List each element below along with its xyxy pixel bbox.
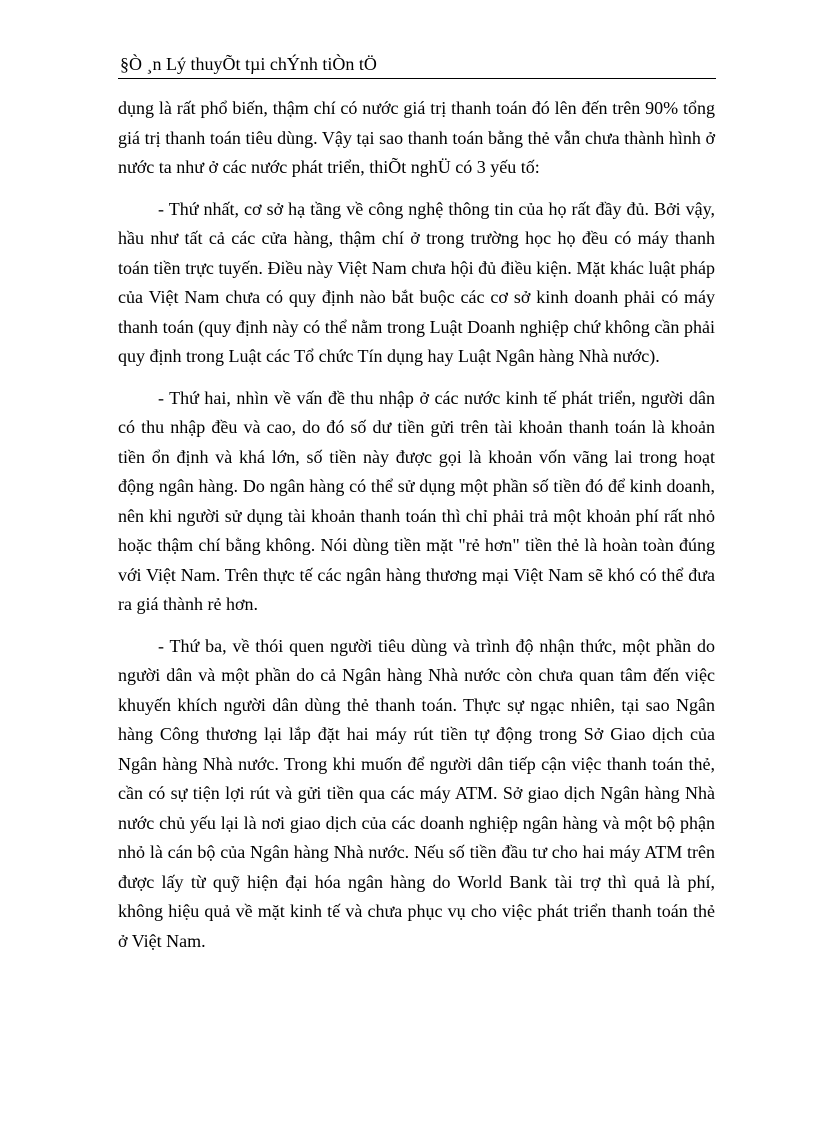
page-header xyxy=(118,50,716,79)
page-header-title: §Ò ¸n Lý thuyÕt tµi chÝnh tiÒn tÖ xyxy=(120,54,377,74)
paragraph-first-factor: - Thứ nhất, cơ sở hạ tầng về công nghệ thông tin của họ rất đầy đủ. Bởi vậy, hầu như tất cả các cửa hàng, thậm chí ở trong trường học họ đều có máy thanh toán tiền trực tuyến. Điều này Việt Nam chưa hội đủ điều kiện. Mặt khác luật pháp của Việt Nam chưa có quy định nào bắt buộc các cơ sở kinh doanh phải có máy thanh toán (quy định này có thể nằm trong Luật Doanh nghiệp chứ không cần phải quy định trong Luật các Tổ chức Tín dụng hay Luật Ngân hàng Nhà nước). xyxy=(118,198,715,366)
document-body xyxy=(118,94,715,968)
paragraph-second-factor: - Thứ hai, nhìn về vấn đề thu nhập ở các nước kinh tế phát triển, người dân có thu nhập đều và cao, do đó số dư tiền gửi trên tài khoản thanh toán là khoản tiền ổn định và khá lớn, số tiền này được gọi là khoản vốn vãng lai trong hoạt động ngân hàng. Do ngân hàng có thể sử dụng một phần số tiền đó để kinh doanh, nên khi người sử dụng tài khoản thanh toán thì chỉ phải trả một khoản phí rất nhỏ hoặc thậm chí bằng không. Nói dùng tiền mặt "rẻ hơn" tiền thẻ là hoàn toàn đúng với Việt Nam. Trên thực tế các ngân hàng thương mại Việt Nam sẽ khó có thể đưa ra giá thành rẻ hơn. xyxy=(118,387,715,614)
paragraph-third-factor: - Thứ ba, về thói quen người tiêu dùng và trình độ nhận thức, một phần do người dân và một phần do cả Ngân hàng Nhà nước còn chưa quan tâm đến việc khuyến khích người dân dùng thẻ thanh toán. Thực sự ngạc nhiên, tại sao Ngân hàng Công thương lại lắp đặt hai máy rút tiền tự động trong Sở Giao dịch của Ngân hàng Nhà nước. Trong khi muốn để người dân tiếp cận việc thanh toán thẻ, cần có sự tiện lợi rút và gửi tiền qua các máy ATM. Sở giao dịch Ngân hàng Nhà nước chủ yếu lại là nơi giao dịch của các doanh nghiệp ngân hàng và một bộ phận nhỏ là cán bộ của Ngân hàng Nhà nước. Nếu số tiền đầu tư cho hai máy ATM trên được lấy từ quỹ hiện đại hóa ngân hàng do World Bank tài trợ thì quả là phí, không hiệu quả về mặt kinh tế và chưa phục vụ cho việc phát triển thanh toán thẻ ở Việt Nam. xyxy=(118,635,715,951)
paragraph-intro: dụng là rất phổ biến, thậm chí có nước giá trị thanh toán đó lên đến trên 90% tổng giá trị thanh toán tiêu dùng. Vậy tại sao thanh toán bằng thẻ vẫn chưa thành hình ở nước ta như ở các nước phát triển, thiÕt nghÜ có 3 yếu tố: xyxy=(118,98,715,177)
